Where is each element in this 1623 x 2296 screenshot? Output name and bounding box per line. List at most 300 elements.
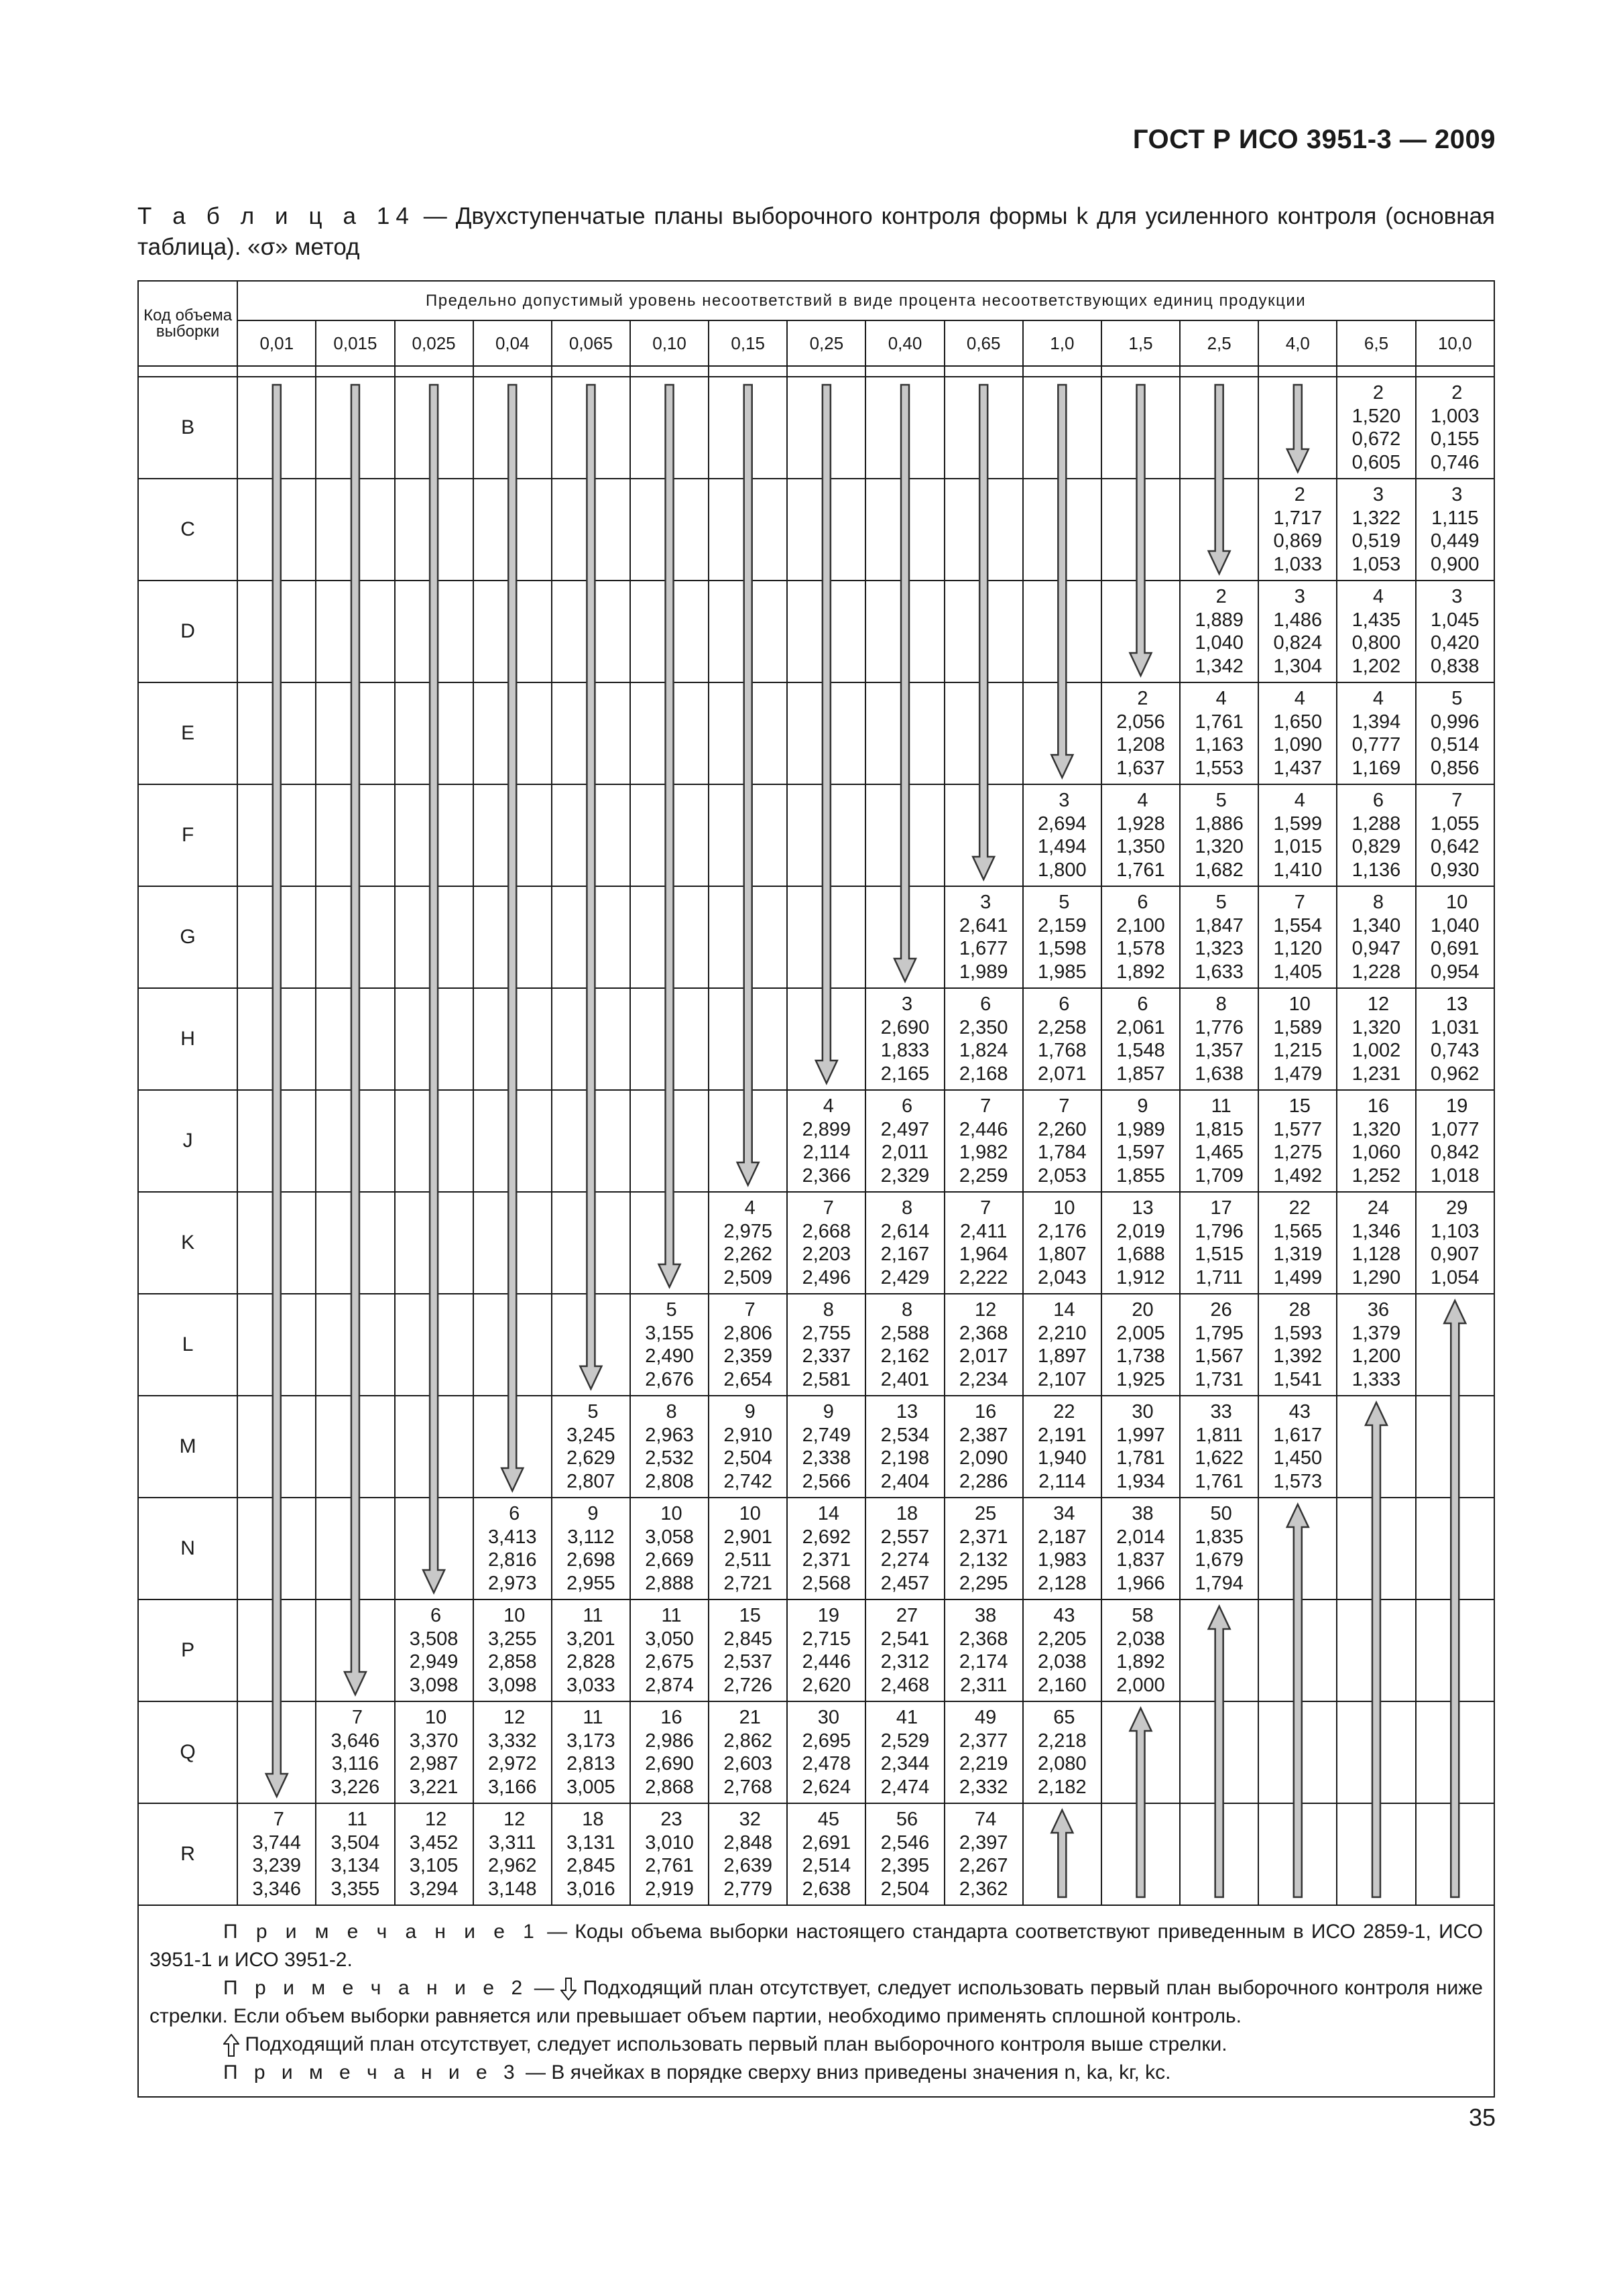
empty-cell: [237, 479, 316, 581]
k-c-value: 2,654: [723, 1368, 772, 1390]
empty-cell: [630, 988, 709, 1090]
aql-level-header: 10,0: [1416, 320, 1494, 366]
k-a-value: 2,899: [802, 1118, 851, 1140]
k-r-value: 2,845: [566, 1855, 615, 1876]
empty-cell: [395, 1090, 473, 1192]
sample-size-n: 4: [1294, 688, 1305, 709]
sample-size-n: 10: [1053, 1197, 1075, 1219]
k-r-value: 2,359: [723, 1345, 772, 1367]
sample-size-code: L: [138, 1294, 237, 1396]
sample-size-n: 28: [1288, 1299, 1311, 1321]
empty-cell: [1258, 377, 1337, 479]
k-c-value: 2,000: [1116, 1674, 1165, 1696]
k-a-value: 2,848: [723, 1831, 772, 1854]
k-r-value: 2,504: [723, 1447, 772, 1469]
empty-cell: [945, 682, 1023, 784]
aql-level-header: 4,0: [1258, 320, 1337, 366]
k-c-value: 1,761: [1195, 1470, 1244, 1492]
k-a-value: 3,504: [330, 1831, 380, 1854]
table-row: [138, 1090, 1494, 1192]
k-c-value: 3,346: [252, 1878, 302, 1900]
k-r-value: 2,011: [881, 1142, 929, 1163]
k-c-value: 2,332: [959, 1776, 1008, 1798]
k-r-value: 0,449: [1430, 530, 1480, 552]
k-r-value: 0,842: [1430, 1142, 1480, 1163]
plan-cell: [945, 1498, 1023, 1599]
empty-cell: [945, 479, 1023, 581]
k-a-value: 1,103: [1430, 1220, 1480, 1242]
empty-cell: [552, 784, 630, 886]
k-r-value: 1,679: [1195, 1549, 1244, 1571]
gap-cell: [1180, 366, 1258, 377]
sample-size-n: 2: [1137, 688, 1148, 709]
empty-cell: [473, 784, 552, 886]
empty-cell: [1101, 581, 1180, 682]
k-a-value: 3,058: [645, 1526, 694, 1548]
k-c-value: 1,934: [1116, 1470, 1165, 1492]
k-c-value: 1,228: [1351, 961, 1401, 983]
empty-cell: [395, 581, 473, 682]
sample-size-code: R: [138, 1803, 237, 1905]
sample-size-n: 11: [583, 1605, 603, 1626]
empty-cell: [316, 682, 394, 784]
k-a-value: 2,005: [1116, 1322, 1165, 1344]
plan-cell: [1337, 479, 1415, 581]
sample-size-n: 30: [1132, 1401, 1154, 1423]
aql-super-header: Предельно допустимый уровень несоответствий в виде процента несоответствующих единиц продукции: [237, 281, 1494, 320]
plan-cell: [1337, 988, 1415, 1090]
down-arrow-icon: [560, 1978, 577, 2000]
sample-size-n: 8: [901, 1197, 913, 1219]
empty-cell: [1416, 1396, 1494, 1498]
empty-cell: [945, 581, 1023, 682]
sample-size-n: 4: [1294, 790, 1305, 811]
k-r-value: 1,494: [1038, 836, 1087, 857]
k-r-value: 1,964: [959, 1244, 1008, 1265]
sample-size-n: 3: [901, 993, 913, 1015]
plan-cell: [1101, 1090, 1180, 1192]
table-row: [138, 1396, 1494, 1498]
k-c-value: 1,290: [1351, 1266, 1401, 1288]
sample-size-n: 10: [1446, 892, 1468, 913]
empty-cell: [1101, 1701, 1180, 1803]
k-r-value: 2,262: [723, 1244, 772, 1265]
k-r-value: 0,869: [1273, 530, 1323, 552]
empty-cell: [865, 682, 944, 784]
k-a-value: 2,371: [959, 1526, 1008, 1548]
plan-cell: [945, 988, 1023, 1090]
plan-cell: [945, 1294, 1023, 1396]
empty-cell: [237, 988, 316, 1090]
table-row: [138, 1498, 1494, 1599]
sample-size-n: 10: [660, 1503, 682, 1524]
k-c-value: 2,128: [1038, 1572, 1087, 1594]
sample-size-code: K: [138, 1192, 237, 1294]
k-a-value: 1,115: [1431, 507, 1479, 529]
k-c-value: 2,362: [959, 1878, 1008, 1900]
plan-cell: [1101, 1294, 1180, 1396]
empty-cell: [473, 479, 552, 581]
empty-cell: [237, 1294, 316, 1396]
empty-cell: [237, 1090, 316, 1192]
sample-size-n: 8: [901, 1299, 913, 1321]
k-a-value: 1,593: [1273, 1322, 1323, 1344]
k-a-value: 0,996: [1430, 711, 1480, 733]
k-r-value: 2,761: [645, 1855, 694, 1876]
k-a-value: 2,397: [959, 1831, 1008, 1854]
plan-cell: [1258, 1294, 1337, 1396]
gap-cell: [1337, 366, 1415, 377]
sample-size-n: 4: [744, 1197, 756, 1219]
empty-cell: [473, 581, 552, 682]
sample-size-code: N: [138, 1498, 237, 1599]
gap-cell: [709, 366, 787, 377]
k-r-value: 2,267: [959, 1855, 1008, 1876]
k-c-value: 2,721: [723, 1572, 772, 1594]
k-c-value: 0,962: [1430, 1063, 1480, 1085]
k-r-value: 0,947: [1351, 938, 1401, 959]
k-c-value: 1,479: [1273, 1063, 1323, 1085]
k-r-value: 0,829: [1351, 836, 1401, 857]
k-r-value: 2,603: [723, 1753, 772, 1774]
table-row: [138, 784, 1494, 886]
sample-size-n: 43: [1053, 1605, 1075, 1626]
sample-size-n: 12: [503, 1809, 526, 1830]
k-a-value: 2,191: [1038, 1424, 1087, 1446]
k-r-value: 1,319: [1273, 1244, 1323, 1265]
k-c-value: 3,016: [566, 1878, 615, 1900]
sample-size-n: 6: [1137, 993, 1148, 1015]
plan-cell: [865, 1599, 944, 1701]
aql-level-header: 0,015: [316, 320, 394, 366]
sample-size-n: 33: [1210, 1401, 1232, 1423]
plan-cell: [1023, 1701, 1101, 1803]
sample-size-n: 22: [1288, 1197, 1311, 1219]
k-c-value: 2,404: [880, 1470, 930, 1492]
plan-cell: [395, 1701, 473, 1803]
sample-size-n: 15: [739, 1605, 761, 1626]
empty-cell: [1023, 479, 1101, 581]
empty-cell: [473, 682, 552, 784]
k-a-value: 2,387: [959, 1424, 1008, 1446]
empty-cell: [787, 377, 865, 479]
k-c-value: 2,568: [802, 1572, 851, 1594]
empty-cell: [1337, 1396, 1415, 1498]
plan-cell: [1101, 1599, 1180, 1701]
k-r-value: 0,743: [1430, 1040, 1480, 1061]
k-a-value: 2,056: [1116, 711, 1165, 733]
sample-size-n: 6: [901, 1095, 913, 1117]
plan-cell: [552, 1803, 630, 1905]
note-3-text: — В ячейках в порядке сверху вниз приведены значения n, kа, kг, kс.: [520, 2061, 1171, 2083]
k-c-value: 1,333: [1351, 1368, 1401, 1390]
plan-cell: [1023, 1396, 1101, 1498]
k-c-value: 2,807: [566, 1470, 615, 1492]
k-r-value: 2,639: [723, 1855, 772, 1876]
k-r-value: 1,320: [1195, 836, 1244, 857]
k-r-value: 2,114: [802, 1142, 851, 1163]
k-a-value: 2,446: [959, 1118, 1008, 1140]
empty-cell: [237, 1192, 316, 1294]
k-a-value: 2,187: [1038, 1526, 1087, 1548]
k-a-value: 2,100: [1116, 914, 1165, 936]
k-r-value: 1,598: [1038, 938, 1087, 959]
plan-cell: [1180, 1396, 1258, 1498]
k-c-value: 2,742: [723, 1470, 772, 1492]
table-row: [138, 479, 1494, 581]
plan-cell: [787, 1803, 865, 1905]
sample-size-n: 45: [817, 1809, 839, 1830]
k-r-value: 2,629: [566, 1447, 615, 1469]
note-1-text: — Коды объема выборки настоящего стандарта соответствуют приведенным в ИСО 2859-1, ИСО 3951-1 и ИСО 3951-2.: [149, 1921, 1483, 1971]
k-a-value: 2,014: [1116, 1526, 1165, 1548]
k-r-value: 0,907: [1430, 1244, 1480, 1265]
sample-size-n: 38: [975, 1605, 997, 1626]
k-a-value: 1,776: [1195, 1016, 1244, 1038]
k-c-value: 2,259: [959, 1164, 1008, 1187]
plan-cell: [1258, 682, 1337, 784]
k-a-value: 3,508: [409, 1628, 459, 1650]
note-1-label: П р и м е ч а н и е 1: [223, 1921, 540, 1943]
k-r-value: 1,940: [1038, 1447, 1087, 1469]
plan-cell: [945, 1192, 1023, 1294]
plan-cell: [552, 1599, 630, 1701]
empty-cell: [1337, 1701, 1415, 1803]
sample-size-n: 10: [739, 1503, 761, 1524]
code-column-header: Код объема выборки: [138, 281, 237, 366]
empty-cell: [630, 1090, 709, 1192]
table-row: [138, 682, 1494, 784]
k-r-value: 2,371: [802, 1549, 851, 1571]
k-r-value: 2,987: [409, 1753, 459, 1774]
k-r-value: 2,219: [959, 1753, 1008, 1774]
sample-size-n: 27: [896, 1605, 918, 1626]
sample-size-n: 16: [1367, 1095, 1390, 1117]
k-r-value: 2,514: [802, 1855, 851, 1876]
aql-level-header: 0,25: [787, 320, 865, 366]
sample-size-n: 13: [1446, 993, 1468, 1015]
sample-size-n: 4: [1137, 790, 1148, 811]
k-c-value: 0,746: [1430, 451, 1480, 473]
empty-cell: [395, 377, 473, 479]
sample-size-n: 4: [1372, 586, 1384, 607]
k-r-value: 1,215: [1273, 1040, 1323, 1061]
sample-size-n: 4: [1372, 688, 1384, 709]
k-a-value: 1,394: [1351, 711, 1401, 733]
plan-cell: [1337, 1090, 1415, 1192]
empty-cell: [237, 682, 316, 784]
sample-size-n: 6: [509, 1503, 520, 1524]
aql-level-header: 0,065: [552, 320, 630, 366]
k-a-value: 1,031: [1430, 1016, 1480, 1038]
k-r-value: 1,275: [1273, 1142, 1323, 1163]
k-c-value: 2,160: [1038, 1674, 1087, 1696]
plan-cell: [787, 1192, 865, 1294]
empty-cell: [1416, 1701, 1494, 1803]
sample-size-n: 6: [1059, 993, 1070, 1015]
k-r-value: 2,274: [880, 1549, 930, 1571]
empty-cell: [1023, 1803, 1101, 1905]
k-r-value: 3,134: [330, 1855, 380, 1876]
empty-cell: [630, 581, 709, 682]
plan-cell: [1023, 1599, 1101, 1701]
k-c-value: 2,053: [1038, 1164, 1087, 1187]
plan-cell: [316, 1701, 394, 1803]
sample-size-n: 21: [739, 1707, 761, 1728]
sample-size-n: 36: [1367, 1299, 1390, 1321]
k-a-value: 2,377: [959, 1730, 1008, 1752]
empty-cell: [709, 377, 787, 479]
k-c-value: 1,054: [1430, 1266, 1480, 1288]
k-c-value: 1,637: [1116, 757, 1165, 779]
plan-cell: [1258, 479, 1337, 581]
plan-cell: [1416, 682, 1494, 784]
empty-cell: [709, 886, 787, 988]
empty-cell: [787, 988, 865, 1090]
k-a-value: 3,646: [330, 1730, 380, 1752]
sample-size-n: 58: [1132, 1605, 1154, 1626]
k-a-value: 2,497: [880, 1118, 930, 1140]
sample-size-n: 11: [583, 1707, 603, 1728]
empty-cell: [1180, 377, 1258, 479]
document-header: ГОСТ Р ИСО 3951-3 — 2009: [1132, 125, 1496, 154]
table-row: [138, 886, 1494, 988]
sample-size-n: 4: [823, 1095, 834, 1117]
plan-cell: [945, 886, 1023, 988]
k-a-value: 2,019: [1116, 1220, 1165, 1242]
empty-cell: [552, 1294, 630, 1396]
k-c-value: 1,018: [1430, 1164, 1480, 1187]
sample-size-n: 23: [660, 1809, 682, 1830]
empty-cell: [237, 377, 316, 479]
sample-size-n: 50: [1210, 1503, 1232, 1524]
empty-cell: [630, 784, 709, 886]
k-r-value: 1,392: [1273, 1345, 1323, 1367]
empty-cell: [1180, 1701, 1258, 1803]
k-r-value: 1,824: [959, 1040, 1008, 1061]
plan-cell: [1258, 988, 1337, 1090]
k-r-value: 2,312: [880, 1651, 930, 1673]
k-r-value: 2,080: [1038, 1753, 1087, 1774]
k-c-value: 2,779: [723, 1878, 772, 1900]
k-a-value: 1,795: [1195, 1322, 1244, 1344]
plan-cell: [1023, 988, 1101, 1090]
empty-cell: [552, 682, 630, 784]
plan-cell: [1101, 784, 1180, 886]
aql-level-header: 2,5: [1180, 320, 1258, 366]
k-a-value: 3,452: [409, 1831, 459, 1854]
k-r-value: 0,777: [1351, 734, 1401, 756]
k-a-value: 2,614: [880, 1220, 930, 1242]
plan-cell: [865, 1192, 944, 1294]
plan-cell: [630, 1701, 709, 1803]
k-r-value: 2,828: [566, 1651, 615, 1673]
plan-cell: [709, 1498, 787, 1599]
header-gap-row: [138, 366, 1494, 377]
k-c-value: 2,474: [880, 1776, 930, 1798]
k-c-value: 0,930: [1430, 859, 1480, 881]
k-a-value: 3,245: [566, 1424, 615, 1446]
k-r-value: 3,116: [331, 1753, 379, 1774]
empty-cell: [1180, 1599, 1258, 1701]
k-r-value: 1,350: [1116, 836, 1165, 857]
plan-cell: [787, 1498, 865, 1599]
plan-cell: [865, 1090, 944, 1192]
k-a-value: 2,218: [1038, 1730, 1087, 1752]
k-c-value: 3,226: [330, 1776, 380, 1798]
sample-size-n: 14: [817, 1503, 839, 1524]
sample-size-code: F: [138, 784, 237, 886]
gap-cell: [1101, 366, 1180, 377]
plan-cell: [1180, 1090, 1258, 1192]
k-a-value: 3,010: [645, 1831, 694, 1854]
k-r-value: 1,897: [1038, 1345, 1087, 1367]
k-a-value: 3,311: [489, 1831, 536, 1854]
k-c-value: 1,033: [1273, 553, 1323, 575]
k-a-value: 2,845: [723, 1628, 772, 1650]
k-r-value: 2,698: [566, 1549, 615, 1571]
k-c-value: 1,405: [1273, 961, 1323, 983]
plan-cell: [865, 1498, 944, 1599]
k-c-value: 2,504: [880, 1878, 930, 1900]
k-c-value: 2,919: [645, 1878, 694, 1900]
plan-cell: [1416, 581, 1494, 682]
k-c-value: 3,098: [409, 1674, 459, 1696]
k-a-value: 2,692: [802, 1526, 851, 1548]
gap-cell: [1416, 366, 1494, 377]
k-c-value: 1,541: [1273, 1368, 1323, 1390]
empty-cell: [1416, 1498, 1494, 1599]
k-c-value: 2,457: [880, 1572, 930, 1594]
k-a-value: 1,554: [1273, 914, 1323, 936]
aql-level-header: 6,5: [1337, 320, 1415, 366]
gap-cell: [138, 366, 237, 377]
k-r-value: 1,450: [1273, 1447, 1323, 1469]
plan-cell: [630, 1396, 709, 1498]
k-c-value: 0,856: [1430, 757, 1480, 779]
plan-cell: [945, 1803, 1023, 1905]
k-r-value: 0,691: [1430, 938, 1480, 959]
sample-size-n: 11: [1211, 1095, 1231, 1117]
sample-size-n: 7: [1294, 892, 1305, 913]
k-c-value: 1,925: [1116, 1368, 1165, 1390]
empty-cell: [865, 886, 944, 988]
k-a-value: 3,255: [487, 1628, 537, 1650]
k-c-value: 2,295: [959, 1572, 1008, 1594]
empty-cell: [552, 581, 630, 682]
gap-cell: [630, 366, 709, 377]
sample-size-n: 12: [1367, 993, 1390, 1015]
empty-cell: [395, 784, 473, 886]
empty-cell: [787, 886, 865, 988]
sample-size-n: 16: [660, 1707, 682, 1728]
sample-size-n: 6: [430, 1605, 442, 1626]
k-a-value: 2,350: [959, 1016, 1008, 1038]
k-c-value: 0,605: [1351, 451, 1401, 473]
empty-cell: [395, 479, 473, 581]
gap-cell: [473, 366, 552, 377]
empty-cell: [787, 682, 865, 784]
empty-cell: [1416, 1294, 1494, 1396]
empty-cell: [473, 1090, 552, 1192]
k-c-value: 1,912: [1116, 1266, 1165, 1288]
k-c-value: 1,794: [1195, 1572, 1244, 1594]
k-c-value: 1,892: [1116, 961, 1165, 983]
k-a-value: 1,045: [1430, 609, 1480, 631]
k-r-value: 0,800: [1351, 632, 1401, 654]
plan-cell: [1023, 886, 1101, 988]
k-c-value: 2,114: [1038, 1470, 1086, 1492]
